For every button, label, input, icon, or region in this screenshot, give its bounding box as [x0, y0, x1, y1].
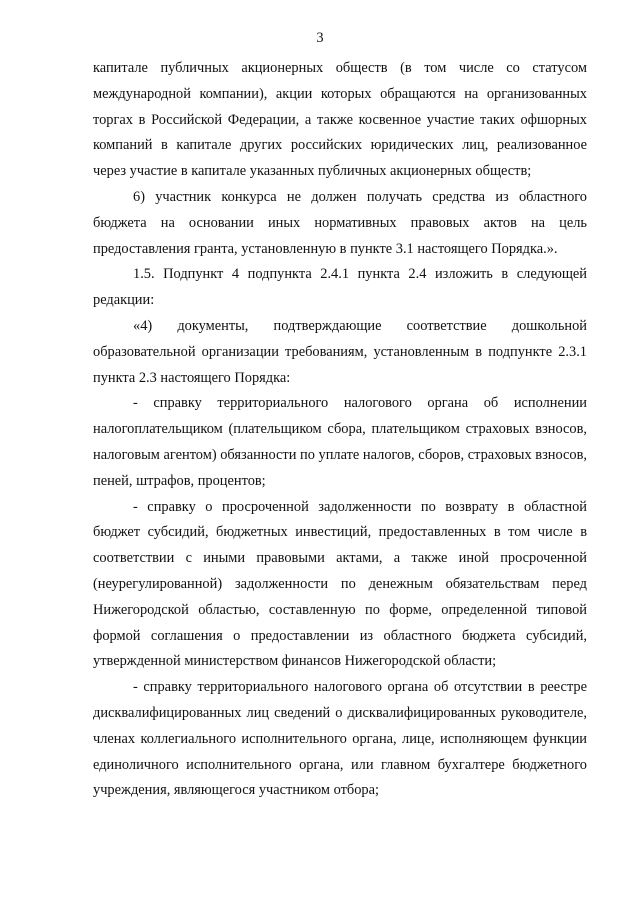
- paragraph-overdue-debt-certificate: - справку о просроченной задолженности по возврату в областной бюджет субсидий, бюджетных инвестиций, предоставленных в том числе в соответствии с иными правовыми актами, а также иной просроченной (неурегулированной) задолженности по денежным обязательствам перед Нижегородской областью, составленную по форме, определенной типовой формой соглашения о предоставлении из областного бюджета субсидий, утвержденной министерством финансов Нижегородской области;: [93, 498, 587, 670]
- paragraph-continuation: капитале публичных акционерных обществ (в том числе со статусом международной компании), акции которых обращаются на организованных торгах в Российской Федерации, а также косвенное участие таких офшорных компаний в капитале других российских юридических лиц, реализованное через участие в капитале указанных публичных акционерных обществ;: [93, 60, 587, 180]
- paragraph-disqualified-registry-certificate: - справку территориального налогового органа об отсутствии в реестре дисквалифицированных лиц сведений о дисквалифицированных руководителе, членах коллегиального исполнительного органа, лице, исполняющем функции единоличного исполнительного органа, или главном бухгалтере бюджетного учреждения, являющегося участником отбора;: [93, 679, 587, 799]
- document-body: [93, 56, 587, 804]
- paragraph-section-1-5: 1.5. Подпункт 4 подпункта 2.4.1 пункта 2.4 изложить в следующей редакции:: [93, 266, 587, 309]
- page-number: 3: [316, 30, 324, 46]
- paragraph-item-6: 6) участник конкурса не должен получать средства из областного бюджета на основании иных нормативных правовых актов на цель предоставления гранта, установленную в пункте 3.1 настоящего Порядка.».: [93, 188, 587, 257]
- paragraph-tax-certificate: - справку территориального налогового органа об исполнении налогоплательщиком (плательщиком сбора, плательщиком страховых взносов, налоговым агентом) обязанности по уплате налогов, сборов, страховых взносов, пеней, штрафов, процентов;: [93, 395, 587, 489]
- paragraph-item-4-documents: «4) документы, подтверждающие соответствие дошкольной образовательной организации требованиям, установленным в подпункте 2.3.1 пункта 2.3 настоящего Порядка:: [93, 317, 587, 386]
